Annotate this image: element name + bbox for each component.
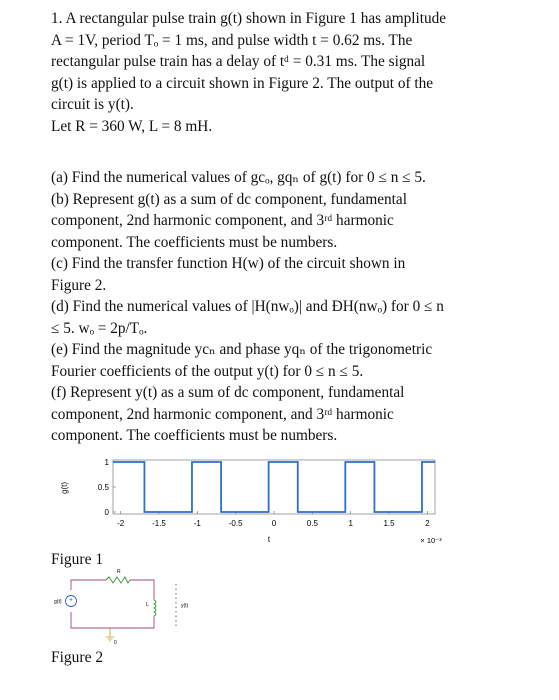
x-tick-label: -1 [193,519,201,528]
inductor-symbol [154,600,156,616]
circuit-top-wire-right [130,580,154,600]
x-tick-label: -0.5 [228,519,243,528]
source-label: g(t) [54,599,62,605]
y-axis-label: g(t) [60,482,69,494]
inductor-label: L [146,602,149,608]
ground-symbol [106,628,114,641]
text-line: (c) Find the transfer function H(w) of the circuit shown in [51,255,406,272]
x-tick-label: 0.5 [306,519,318,528]
circuit-top-wire-left [71,580,106,590]
text-line: A = 1V, period Tₒ = 1 ms, and pulse width t = 0.62 ms. The [51,31,413,49]
text-line: ≤ 5. wₒ = 2p/Tₒ. [51,319,148,337]
figure2-caption: Figure 2 [51,649,104,666]
pulse-train-chart [58,450,458,555]
x-tick-label: -1.5 [152,519,166,528]
pulse-train-line [113,462,435,512]
y-tick-label: 1 [104,458,109,467]
rl-circuit-diagram [48,568,218,648]
plot-area-frame [113,460,435,514]
resistor-symbol [106,577,130,583]
text-line: Figure 2. [51,276,107,294]
text-line: rectangular pulse train has a delay of tᵈ = 0.31 ms. The signal [51,53,426,70]
x-tick-label: -2 [117,519,125,528]
resistor-label: R [117,569,121,575]
x-tick-label: 0 [271,519,277,528]
text-line: g(t) is applied to a circuit shown in Figure 2. The output of the [51,74,434,92]
output-label: y(t) [181,603,189,609]
text-line: component, 2nd harmonic component, and 3ʳᵈ harmonic [51,212,394,229]
x-scale-label: × 10⁻³ [420,536,442,545]
question-list [51,167,521,447]
y-tick-label: 0.5 [97,483,109,492]
text-line: component, 2nd harmonic component, and 3ʳᵈ harmonic [51,405,394,423]
circuit-bottom-wire [71,612,154,628]
x-axis-label: t [267,535,271,544]
text-line: (f) Represent y(t) as a sum of dc component, fundamental [51,384,405,401]
text-line: 1. A rectangular pulse train g(t) shown in Figure 1 has amplitude [51,10,447,27]
y-tick-label: 0 [104,508,109,517]
text-line: Fourier coefficients of the output y(t) for 0 ≤ n ≤ 5. [51,362,364,380]
problem-statement [51,8,521,137]
text-line: (b) Represent g(t) as a sum of dc component, fundamental [51,190,407,208]
text-line: Let R = 360 W, L = 8 mH. [51,117,213,135]
x-tick-label: 1 [348,519,353,528]
x-tick-label: 2 [425,519,430,528]
text-line: circuit is y(t). [51,96,134,113]
ground-label: 0 [114,640,117,646]
text-line: component. The coefficients must be numbers. [51,233,338,251]
text-line: (d) Find the numerical values of |H(nwₒ)| and ÐH(nwₒ) for 0 ≤ n [51,298,444,315]
text-line: (e) Find the magnitude ycₙ and phase yqₙ of the trigonometric [51,341,433,358]
text-line: component. The coefficients must be numbers. [51,427,338,444]
x-tick-label: 1.5 [383,519,395,528]
figure1-caption: Figure 1 [51,551,104,568]
text-line: (a) Find the numerical values of gcₒ, gqₙ of g(t) for 0 ≤ n ≤ 5. [51,169,426,186]
